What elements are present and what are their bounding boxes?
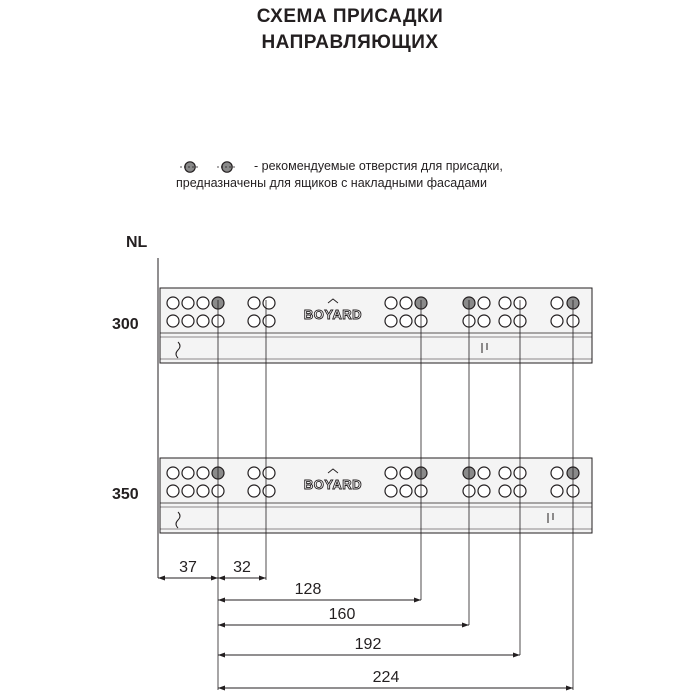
rail-body (160, 458, 592, 533)
mounting-hole (400, 467, 412, 479)
dimension-label: 37 (179, 559, 197, 576)
dimension-label: 128 (294, 581, 322, 598)
mounting-hole (248, 297, 260, 309)
mounting-hole (263, 297, 275, 309)
rail-300 (160, 288, 592, 363)
dimension-128 (218, 581, 421, 600)
dimension-32 (218, 559, 266, 578)
mounting-hole (385, 467, 397, 479)
dimension-label: 160 (328, 606, 356, 623)
mounting-hole (551, 467, 563, 479)
mounting-hole (499, 485, 511, 497)
mounting-hole (248, 485, 260, 497)
mounting-hole (167, 467, 179, 479)
mounting-hole (182, 297, 194, 309)
rail-length-label-300: 300 (112, 316, 139, 333)
mounting-hole (551, 315, 563, 327)
mounting-hole (499, 315, 511, 327)
mounting-hole (400, 297, 412, 309)
mounting-hole (197, 315, 209, 327)
mounting-hole (182, 485, 194, 497)
mounting-hole (499, 297, 511, 309)
mounting-hole (400, 485, 412, 497)
rails-group (160, 288, 592, 533)
mounting-hole (551, 485, 563, 497)
dimension-192 (218, 636, 520, 655)
mounting-hole (248, 315, 260, 327)
mounting-hole (478, 467, 490, 479)
mounting-hole (263, 485, 275, 497)
title-line-2: НАПРАВЛЯЮЩИХ (261, 32, 439, 53)
mounting-hole (385, 297, 397, 309)
brand-logo: BOYARD (303, 307, 363, 322)
mounting-hole (182, 315, 194, 327)
legend-line-2: предназначены для ящиков с накладными фасадами (176, 176, 488, 190)
mounting-hole (167, 485, 179, 497)
mounting-hole (263, 315, 275, 327)
mounting-hole (197, 467, 209, 479)
mounting-hole (478, 485, 490, 497)
title-line-1: СХЕМА ПРИСАДКИ (256, 6, 444, 27)
legend (176, 158, 503, 192)
mounting-hole (182, 467, 194, 479)
dimension-label: 224 (372, 669, 400, 686)
dimension-160 (218, 606, 469, 625)
nl-label: NL (126, 234, 148, 251)
dimension-label: 32 (233, 559, 251, 576)
mounting-hole (248, 467, 260, 479)
mounting-hole (263, 467, 275, 479)
rail-length-label-350: 350 (112, 486, 139, 503)
mounting-hole (197, 297, 209, 309)
mounting-hole (551, 297, 563, 309)
mounting-hole (478, 297, 490, 309)
mounting-hole (385, 485, 397, 497)
mounting-hole (385, 315, 397, 327)
rail-350 (160, 458, 592, 533)
mounting-hole (167, 315, 179, 327)
mounting-hole (197, 485, 209, 497)
mounting-hole (499, 467, 511, 479)
legend-line-1: - рекомендуемые отверстия для присадки, (254, 159, 503, 173)
dimension-label: 192 (354, 636, 382, 653)
rail-body (160, 288, 592, 363)
mounting-hole (478, 315, 490, 327)
mounting-hole (400, 315, 412, 327)
dimension-224 (218, 669, 573, 688)
brand-logo: BOYARD (303, 477, 363, 492)
mounting-hole (167, 297, 179, 309)
dimension-37 (158, 559, 218, 578)
